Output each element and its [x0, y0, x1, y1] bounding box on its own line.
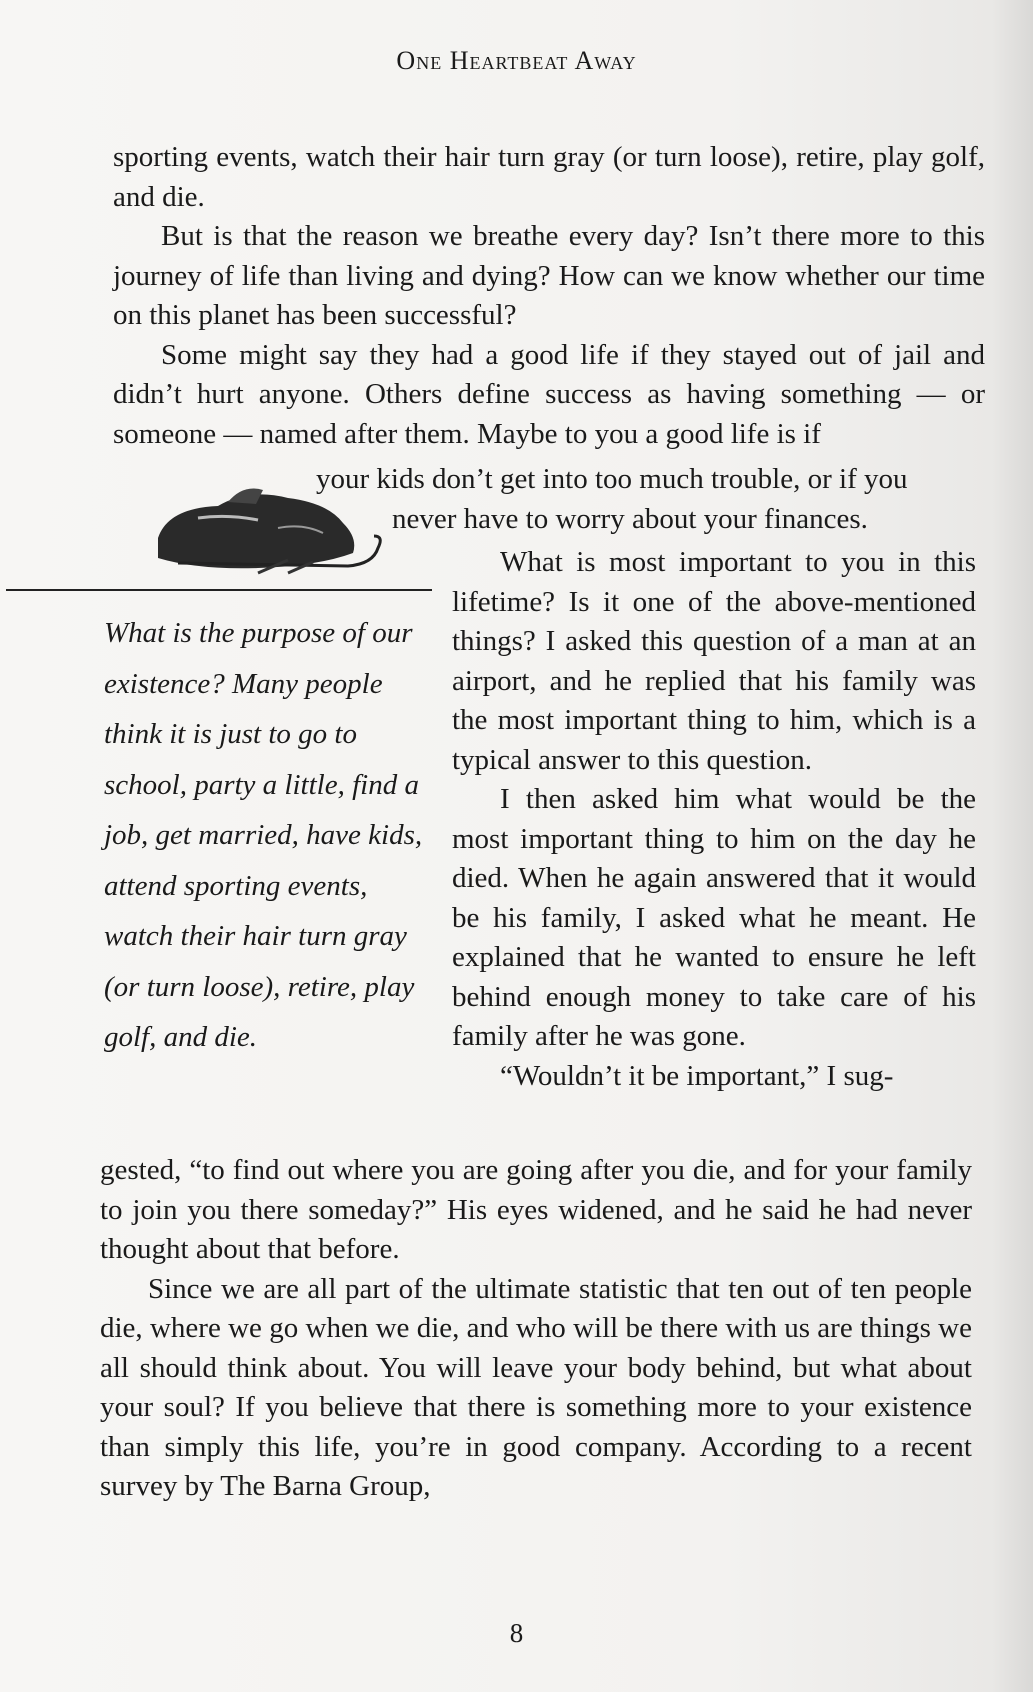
- top-text-block: [113, 138, 985, 454]
- paragraph: I then asked him what would be the most important thing to him on the day he died. When he again answered that it would be his family, I asked what he meant. He explained that he wanted to ensure he left behind enough money to take care of his family after he was gone.: [452, 783, 976, 1052]
- running-head: One Heartbeat Away: [396, 46, 637, 75]
- paragraph: gested, “to find out where you are going after you die, and for your family to join you there someday?” His eyes widened, and he said he had never thought about that before.: [100, 1154, 972, 1265]
- wrap-line-1: your kids don’t get into too much trouble, or if you: [316, 463, 908, 495]
- paragraph: Some might say they had a good life if they stayed out of jail and didn’t hurt anyone. Others define success as having something — or someone — named after them. Maybe to you a good life is if: [113, 338, 985, 450]
- pullquote-rule: [6, 589, 432, 591]
- paragraph: What is most important to you in this lifetime? Is it one of the above-mentioned things? I asked this question of a man at an airport, and he replied that his family was the most important thing to him, which is a typical answer to this question.: [452, 546, 976, 776]
- wrap-line-2: never have to worry about your finances.: [392, 503, 868, 535]
- right-column: [452, 543, 976, 1096]
- snowmobile-icon: [138, 478, 410, 588]
- paragraph: But is that the reason we breathe every day? Isn’t there more to this journey of life than living and dying? How can we know whether our time on this planet has been successful?: [113, 220, 985, 331]
- paragraph: “Wouldn’t it be important,” I sug-: [500, 1059, 894, 1092]
- paragraph: Since we are all part of the ultimate statistic that ten out of ten people die, where we go when we die, and who will be there with us are things we all should think about. You will leave your body behind, but what about your soul? If you believe that there is something more to your existence than simply this life, you’re in good company. According to a recent survey by The Barna Group,: [100, 1272, 972, 1502]
- page-number: 8: [509, 1618, 524, 1648]
- paragraph: sporting events, watch their hair turn gray (or turn loose), retire, play golf, and die.: [113, 141, 985, 213]
- bottom-text-block: [100, 1151, 972, 1507]
- pullquote: What is the purpose of our existence? Many people think it is just to go to school, party a little, find a job, get married, have kids, attend sporting events, watch their hair turn gray (or turn loose), retire, play golf, and die.: [104, 617, 423, 1053]
